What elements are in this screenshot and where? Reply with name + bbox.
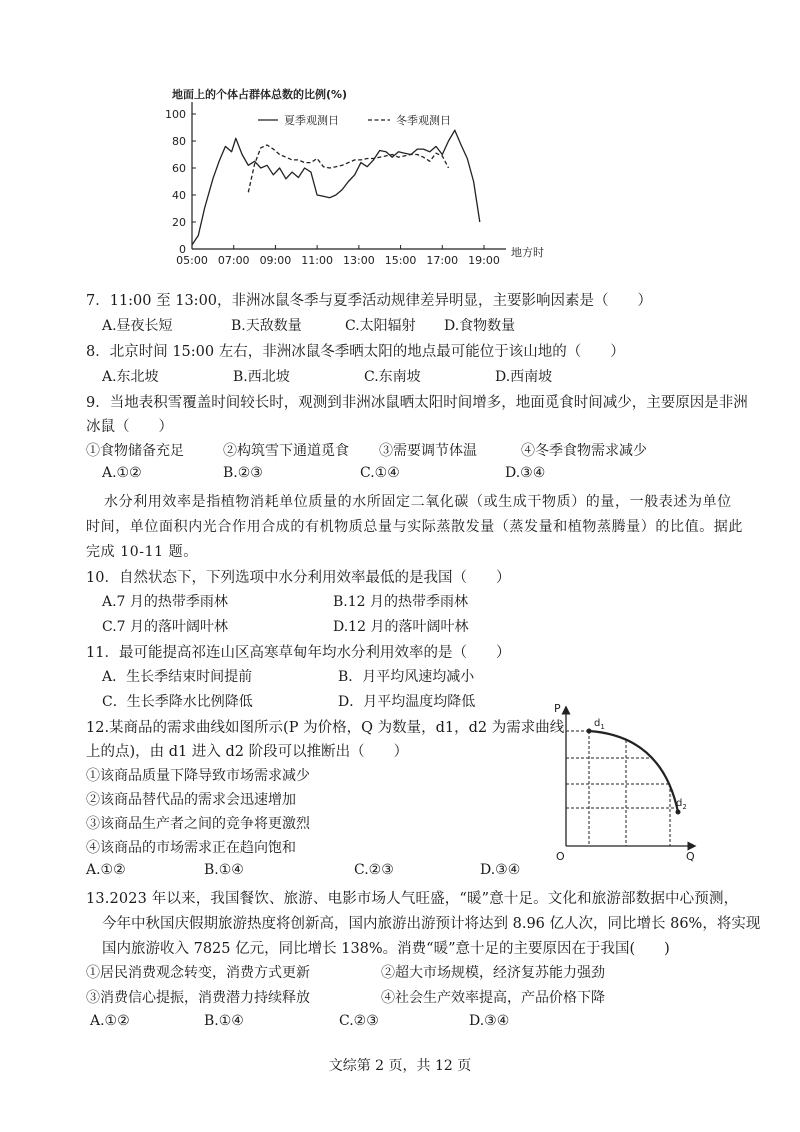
passage-line1: 水分利用效率是指植物消耗单位质量的水所固定二氧化碳（或生成干物质）的量，一般表述为单位 [104, 494, 732, 510]
demand-curve [589, 731, 678, 812]
chart-axes [192, 102, 506, 249]
q9-item-1: ①食物储备充足 [86, 443, 184, 459]
q13-item-3: ③消费信心提振，消费潜力持续释放 [86, 990, 310, 1006]
q12-item-3: ③该商品生产者之间的竞争将更激烈 [86, 816, 310, 832]
q12-item-1: ①该商品质量下降导致市场需求减少 [86, 768, 310, 784]
q7-option-c: C.太阳辐射 [345, 318, 416, 334]
question-13-stem-line1: 13.2023 年以来，我国餐饮、旅游、电影市场人气旺盛，“暖”意十足。文化和旅游部数据中心预测， [86, 891, 739, 907]
question-9-stem-line1: 9．当地表积雪覆盖时间较长时，观测到非洲冰鼠晒太阳时间增多，地面觅食时间减少，主要原因是非洲 [86, 395, 748, 411]
demand-curve-chart [552, 700, 712, 868]
question-12-stem-line2: 上的点)，由 d1 进入 d2 阶段可以推断出（ ） [86, 744, 409, 760]
question-10-stem: 10．自然状态下，下列选项中水分利用效率最低的是我国（ ） [86, 570, 511, 586]
q10-option-c: C.7 月的落叶阔叶林 [102, 619, 229, 635]
q11-option-d: D．月平均温度均降低 [338, 694, 476, 710]
chart-legend [258, 113, 451, 127]
y-tick-label: 60 [172, 162, 186, 175]
x-tick-label: 05:00 [176, 254, 208, 267]
q8-option-d: D.西南坡 [495, 369, 553, 385]
q8-option-a: A.东北坡 [102, 369, 159, 385]
y-tick-label: 0 [179, 243, 186, 256]
y-tick-label: 100 [165, 108, 186, 121]
q9-item-2: ②构筑雪下通道觅食 [223, 443, 349, 459]
q8-option-b: B.西北坡 [233, 369, 290, 385]
label-d1: $d_1$ [594, 718, 605, 731]
question-11-stem: 11．最可能提高祁连山区高寒草甸年均水分利用效率的是（ ） [86, 645, 511, 661]
q-axis-label: Q [686, 850, 695, 863]
q13-option-d: D.③④ [469, 1013, 510, 1029]
question-13-stem-line2: 今年中秋国庆假期旅游热度将创新高，国内旅游出游预计将达到 8.96 亿人次，同比增长 86%，将实现 [102, 916, 761, 932]
x-tick-label: 17:00 [426, 254, 459, 267]
q7-option-a: A.昼夜长短 [102, 318, 173, 334]
q10-option-b: B.12 月的热带季雨林 [333, 594, 469, 610]
point-d2 [676, 810, 681, 815]
question-13-stem-line3: 国内旅游收入 7825 亿元，同比增长 138%。消费“暖”意十足的主要原因在于我国( ) [102, 941, 670, 957]
q13-option-a: A.①② [90, 1013, 130, 1029]
q10-option-a: A.7 月的热带季雨林 [102, 594, 228, 610]
q13-option-b: B.①④ [204, 1013, 244, 1029]
x-tick-label: 15:00 [384, 254, 417, 267]
q12-option-b: B.①④ [204, 862, 244, 878]
dashed-grid [566, 731, 678, 846]
y-tick-label: 20 [172, 216, 186, 229]
question-7-stem: 7．11:00 至 13:00，非洲冰鼠冬季与夏季活动规律差异明显，主要影响因素是（ ） [86, 293, 653, 309]
q9-item-4: ④冬季食物需求减少 [521, 443, 647, 459]
passage-line2: 时间，单位面积内光合作用合成的有机物质总量与实际蒸散发量（蒸发量和植物蒸腾量）的比值。据此 [86, 519, 743, 535]
x-tick-label: 09:00 [259, 254, 292, 267]
label-d2: $d_2$ [676, 798, 687, 811]
y-tick-label: 80 [172, 135, 186, 148]
q9-option-c: C.①④ [360, 465, 400, 481]
q9-item-3: ③需要调节体温 [379, 443, 477, 459]
p-axis-label: P [554, 702, 561, 715]
chart-series [192, 130, 480, 245]
q11-option-b: B．月平均风速均减小 [338, 669, 475, 685]
y-tick-labels [165, 108, 196, 256]
x-tick-label: 11:00 [301, 254, 333, 267]
y-tick-label: 40 [172, 189, 186, 202]
q7-option-d: D.食物数量 [444, 318, 516, 334]
q9-option-d: D.③④ [505, 465, 546, 481]
q13-item-1: ①居民消费观念转变，消费方式更新 [86, 965, 310, 981]
x-tick-label: 13:00 [343, 254, 375, 267]
passage-line3: 完成 10-11 题。 [86, 544, 198, 560]
page-footer: 文综第 2 页，共 12 页 [328, 1058, 472, 1074]
q12-option-c: C.②③ [354, 862, 394, 878]
q13-item-4: ④社会生产效率提高，产品价格下降 [381, 990, 605, 1006]
series-summer-line [192, 130, 480, 245]
chart-title: 地面上的个体占群体总数的比例(%) [172, 88, 348, 101]
x-axis-label: 地方时 [511, 246, 544, 259]
q7-option-b: B.天敌数量 [231, 318, 302, 334]
question-9-stem-line2: 冰鼠（ ） [86, 419, 173, 435]
q12-item-2: ②该商品替代品的需求会迅速增加 [86, 792, 296, 808]
q13-option-c: C.②③ [339, 1013, 379, 1029]
question-8-stem: 8．北京时间 15:00 左右，非洲冰鼠冬季晒太阳的地点最可能位于该山地的（ ） [86, 344, 625, 360]
x-tick-label: 19:00 [468, 254, 500, 267]
q11-option-c: C．生长季降水比例降低 [102, 694, 253, 710]
q13-item-2: ②超大市场规模，经济复苏能力强劲 [381, 965, 605, 981]
origin-label: O [556, 850, 565, 863]
q12-option-a: A.①② [86, 862, 126, 878]
question-12-stem-line1: 12.某商品的需求曲线如图所示(P 为价格，Q 为数量，d1，d2 为需求曲线 [86, 720, 565, 736]
q10-option-d: D.12 月的落叶阔叶林 [333, 619, 469, 635]
q12-option-d: D.③④ [480, 862, 521, 878]
q11-option-a: A．生长季结束时间提前 [102, 669, 253, 685]
q8-option-c: C.东南坡 [364, 369, 421, 385]
activity-line-chart [150, 82, 570, 274]
q9-option-a: A.①② [102, 465, 142, 481]
q9-option-b: B.②③ [223, 465, 263, 481]
legend-summer: 夏季观测日 [284, 114, 339, 127]
x-tick-labels [176, 245, 500, 267]
legend-winter: 冬季观测日 [396, 114, 451, 127]
x-tick-label: 07:00 [217, 254, 250, 267]
q12-item-4: ④该商品的市场需求正在趋向饱和 [86, 840, 296, 856]
point-d1 [587, 729, 592, 734]
